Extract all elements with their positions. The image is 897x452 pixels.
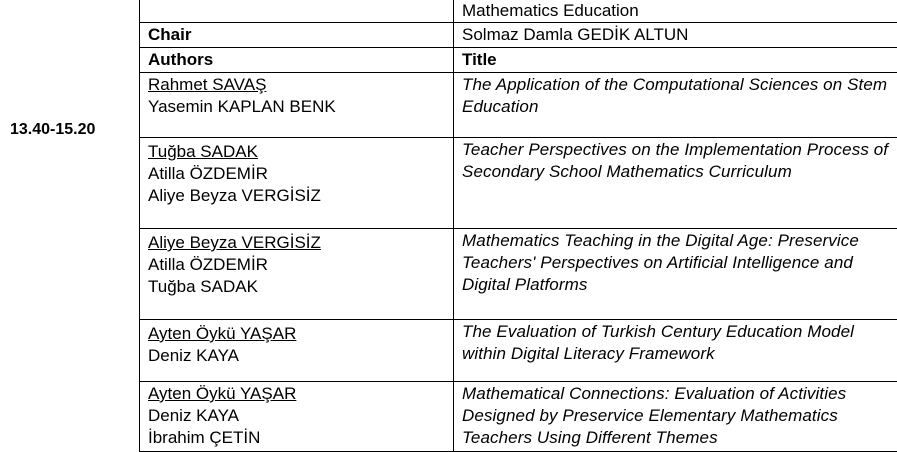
co-author: Atilla ÖZDEMİR xyxy=(148,254,453,276)
session-topic: Mathematics Education xyxy=(454,0,897,23)
co-author: Deniz KAYA xyxy=(148,405,453,427)
topic-row xyxy=(140,0,897,23)
table-row xyxy=(140,320,897,382)
table-row xyxy=(140,73,897,138)
co-author: Yasemin KAPLAN BENK xyxy=(148,96,453,118)
co-author: Tuğba SADAK xyxy=(148,276,453,298)
paper-title: Teacher Perspectives on the Implementation Process of Secondary School Mathematics Curriculum xyxy=(462,139,897,183)
title-header: Title xyxy=(454,48,897,73)
co-author: Aliye Beyza VERGİSİZ xyxy=(148,185,453,207)
table-row xyxy=(140,138,897,229)
presenting-author: Ayten Öykü YAŞAR xyxy=(148,323,453,345)
presenting-author: Rahmet SAVAŞ xyxy=(148,74,453,96)
title-cell xyxy=(454,73,897,138)
topic-spacer-cell xyxy=(140,0,454,23)
paper-title: The Evaluation of Turkish Century Education Model within Digital Literacy Framework xyxy=(462,321,897,365)
paper-title: Mathematics Teaching in the Digital Age: Preservice Teachers' Perspectives on Artificial Intelligence and Digital Platforms xyxy=(462,230,897,296)
presenting-author: Tuğba SADAK xyxy=(148,141,453,163)
authors-cell xyxy=(140,73,454,138)
chair-name: Solmaz Damla GEDİK ALTUN xyxy=(454,23,897,48)
chair-label: Chair xyxy=(140,23,454,48)
title-cell xyxy=(454,382,897,452)
title-cell xyxy=(454,320,897,382)
presenting-author: Aliye Beyza VERGİSİZ xyxy=(148,232,453,254)
session-time: 13.40-15.20 xyxy=(10,121,95,139)
header-row xyxy=(140,48,897,73)
presenting-author: Ayten Öykü YAŞAR xyxy=(148,383,453,405)
authors-cell xyxy=(140,229,454,320)
authors-cell xyxy=(140,382,454,452)
authors-cell xyxy=(140,138,454,229)
paper-title: The Application of the Computational Sciences on Stem Education xyxy=(462,74,897,118)
co-author: İbrahim ÇETİN xyxy=(148,427,453,449)
authors-cell xyxy=(140,320,454,382)
table-row xyxy=(140,382,897,452)
table-row xyxy=(140,229,897,320)
session-table xyxy=(139,0,897,452)
co-author: Deniz KAYA xyxy=(148,345,453,367)
chair-row xyxy=(140,23,897,48)
title-cell xyxy=(454,229,897,320)
title-cell xyxy=(454,138,897,229)
co-author: Atilla ÖZDEMİR xyxy=(148,163,453,185)
authors-header: Authors xyxy=(140,48,454,73)
paper-title: Mathematical Connections: Evaluation of Activities Designed by Preservice Elementary Mathematics Teachers Using Different Themes xyxy=(462,383,897,449)
